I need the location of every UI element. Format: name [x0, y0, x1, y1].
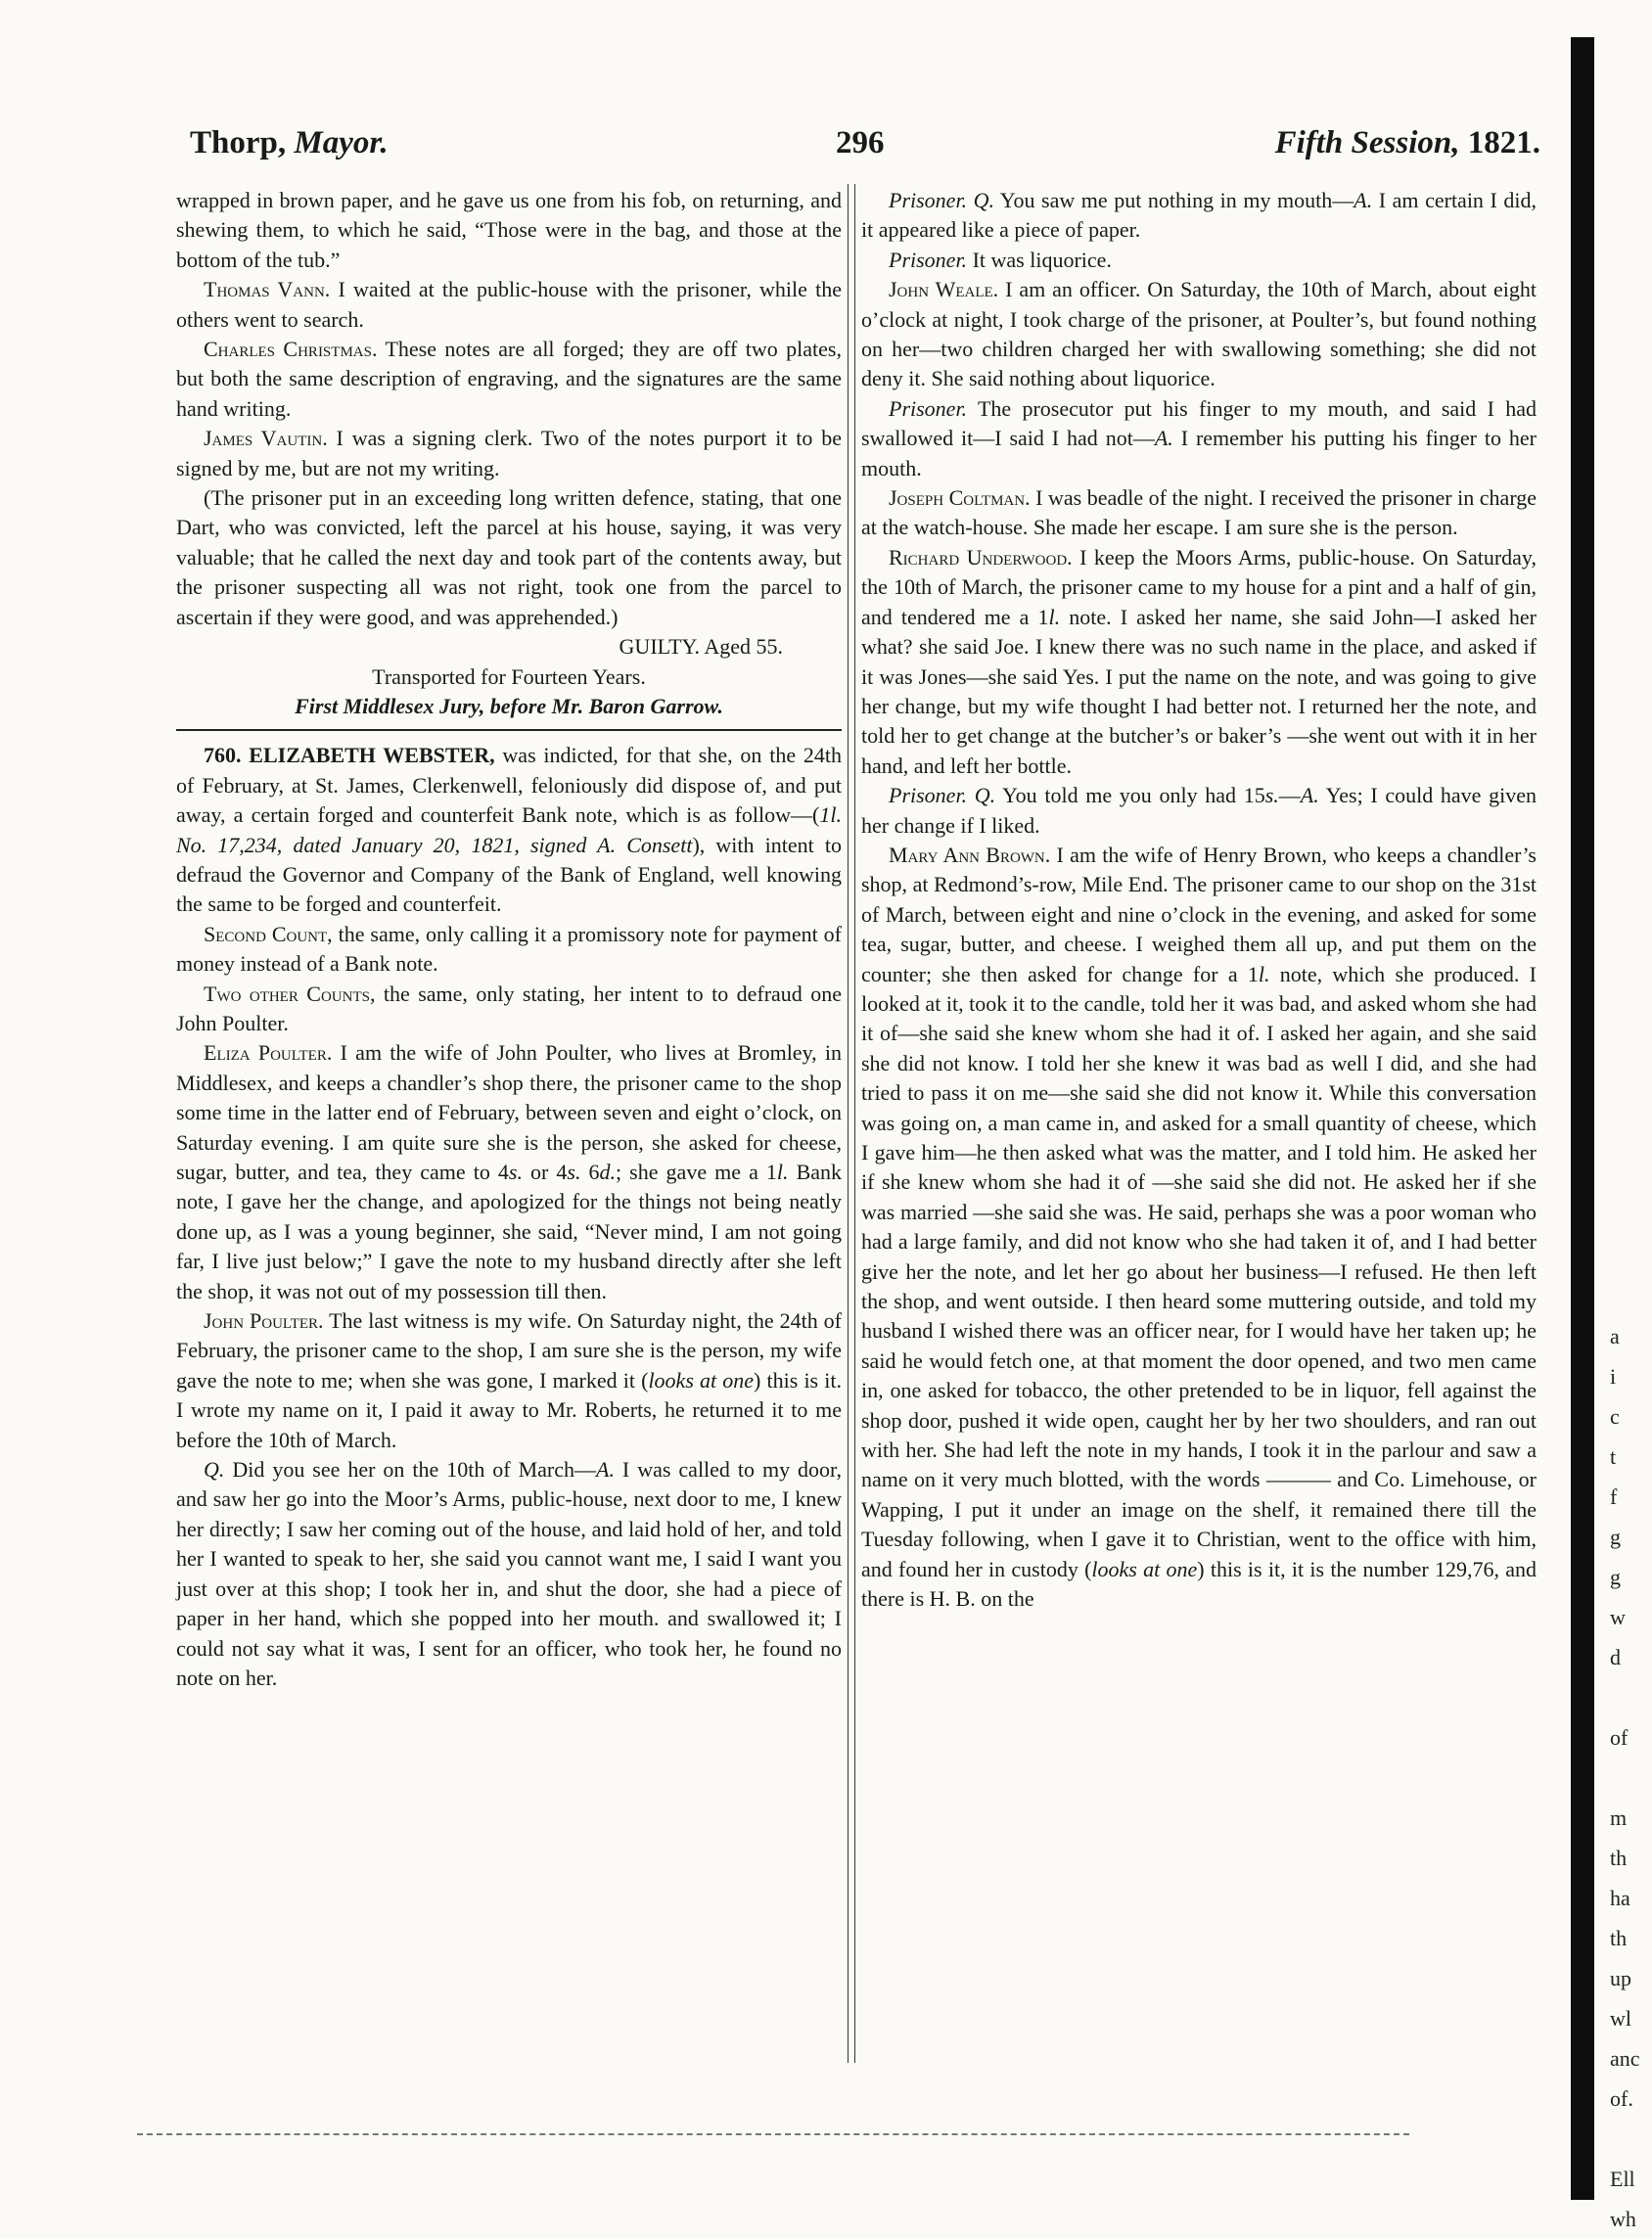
- edge-letter: t: [1610, 1444, 1617, 1469]
- count-label: Two other Counts,: [204, 981, 376, 1006]
- paragraph: Q. Did you see her on the 10th of March—A. I was called to my door, and saw her go into the Moor’s Arms, public-house, next door to me, I knew her directly; I saw her coming out of the house, and laid hold of her, and told her I wanted to speak to her, she said you cannot want me, I said I want you just over at this shop; I took her in, and shut the door, she had a piece of paper in her hand, which she popped into her mouth. and swallowed it; I could not say what it was, I sent for an officer, who took her, he found no note on her.: [176, 1457, 842, 1690]
- paragraph: Eliza Poulter. I am the wife of John Poulter, who lives at Bromley, in Middlesex, and keeps a chandler’s shop there, the prisoner came to the shop some time in the latter end of February, between seven and eight o’clock, on Saturday evening. I am quite sure she is the person, she asked for cheese, sugar, butter, and tea, they came to 4s. or 4s. 6d.; she gave me a 1l. Bank note, I gave her the change, and apologized for the things not being neatly done up, as I was a young beginner, she said, “Never mind, I am not going far, I live just below;” I gave the note to my husband directly after she left the shop, it was not out of my possession till then.: [176, 1040, 843, 1303]
- witness-name: Richard Underwood.: [889, 544, 1073, 570]
- indictment-paragraph: 760. ELIZABETH WEBSTER, was indicted, for that she, on the 24th of February, at St. James, Clerkenwell, feloniously did dispose of, and put away, a certain forged and counterfeit Bank note, which is as follow—(1l. No. 17,234, dated January 20, 1821, signed A. Consett), with intent to defraud the Governor and Company of the Bank of England, well knowing the same to be forged and counterfeit.: [176, 743, 842, 917]
- witness-name: Charles Christmas.: [204, 337, 378, 362]
- paragraph: Prisoner. The prosecutor put his finger to my mouth, and said I had swallowed it—I said I had not—A. I remember his putting his finger to her mouth.: [861, 395, 1537, 480]
- count-label: Second Count,: [204, 921, 333, 946]
- paragraph: Joseph Coltman. I was beadle of the night. I received the prisoner in charge at the watch-house. She made her escape. I am sure she is the person.: [861, 485, 1537, 540]
- witness-name: Eliza Poulter.: [204, 1040, 333, 1066]
- edge-letter: i: [1610, 1364, 1617, 1389]
- edge-letter: [1610, 1677, 1649, 1717]
- verdict: GUILTY. Aged 55.: [619, 634, 783, 660]
- witness-name: Joseph Coltman.: [889, 485, 1031, 511]
- edge-letter: up: [1610, 1966, 1631, 1990]
- paragraph: Thomas Vann. I waited at the public-house with the prisoner, while the others went to search.: [176, 277, 842, 332]
- mayor-title: Mayor.: [294, 125, 389, 160]
- running-head-right: [1275, 125, 1540, 161]
- edge-letter: ha: [1610, 1886, 1630, 1910]
- page-number: 296: [836, 125, 885, 160]
- edge-letter: th: [1610, 1846, 1628, 1870]
- paragraph: John Weale. I am an officer. On Saturday, the 10th of March, about eight o’clock at night, I took charge of the prisoner, at Poulter’s, but found nothing on her—two children charged her with swallowing something; she did not deny it. She said nothing about liquorice.: [861, 277, 1537, 391]
- edge-letter: g: [1610, 1565, 1621, 1589]
- left-column: [176, 186, 842, 1693]
- jury-line: First Middlesex Jury, before Mr. Baron Garrow.: [295, 693, 723, 718]
- binding-edge: [1571, 37, 1594, 2200]
- right-column: [861, 186, 1537, 1615]
- defence-paragraph: (The prisoner put in an exceeding long written defence, stating, that one Dart, who was convicted, left the parcel at his house, saying, it was very valuable; that he called the next day and took part of the contents away, but the prisoner suspecting all was not right, took one from the parcel to ascertain if they were good, and was apprehended.): [176, 485, 842, 629]
- session-year: 1821.: [1467, 125, 1540, 160]
- facing-page-edge-text: [1610, 1316, 1649, 2239]
- edge-letter: [1610, 1758, 1649, 1798]
- running-head-left: [190, 125, 389, 161]
- edge-letter: c: [1610, 1404, 1620, 1429]
- edge-letter: th: [1610, 1926, 1628, 1950]
- session-label: Fifth Session,: [1274, 125, 1460, 160]
- bottom-scan-rule: [137, 2133, 1409, 2135]
- edge-letter: anc: [1610, 2046, 1640, 2071]
- column-divider: [848, 184, 855, 2063]
- paragraph: Second Count, the same, only calling it a promissory note for payment of money instead of a Bank note.: [176, 921, 842, 977]
- edge-letter: of.: [1610, 2086, 1633, 2111]
- case-number: 760.: [204, 743, 242, 768]
- defendant-name: ELIZABETH WEBSTER,: [249, 743, 495, 768]
- paragraph: Prisoner. Q. You saw me put nothing in my mouth—A. I am certain I did, it appeared like a piece of paper.: [861, 188, 1537, 243]
- note-description: 1l. No. 17,234, dated January 20, 1821, signed A. Consett: [176, 802, 842, 857]
- edge-letter: of: [1610, 1725, 1629, 1750]
- paragraph: John Poulter. The last witness is my wife. On Saturday night, the 24th of February, the prisoner came to the shop, I am sure she is the person, my wife gave the note to me; when she was gone, I marked it (looks at one) this is it. I wrote my name on it, I paid it away to Mr. Roberts, he returned it to me before the 10th of March.: [176, 1308, 842, 1452]
- witness-name: Mary Ann Brown.: [889, 842, 1051, 867]
- edge-letter: wl: [1610, 2006, 1631, 2031]
- edge-letter: a: [1610, 1324, 1620, 1348]
- witness-name: James Vautin.: [204, 426, 328, 451]
- witness-name: John Weale.: [889, 277, 999, 302]
- paragraph: Two other Counts, the same, only stating, her intent to to defraud one John Poulter.: [176, 981, 842, 1035]
- paragraph: Richard Underwood. I keep the Moors Arms, public-house. On Saturday, the 10th of March, the prisoner came to my house for a pint and a half of gin, and tendered me a 1l. note. I asked her name, she said John—I asked her what? she said Joe. I knew there was no such name in the place, and asked if it was Jones—she said Yes. I put the name on the note, and was going to give her change, but my wife thought I had better not. I returned her the note, and told her to get change at the butcher’s or baker’s —she went out with it in her hand, and left her bottle.: [861, 544, 1537, 778]
- edge-letter: d: [1610, 1645, 1621, 1669]
- page-header: [190, 125, 1540, 174]
- mayor-name: Thorp,: [190, 125, 287, 160]
- paragraph: Prisoner. It was liquorice.: [889, 247, 1112, 272]
- edge-letter: Ell: [1610, 2167, 1635, 2191]
- paragraph: Charles Christmas. These notes are all forged; they are off two plates, but both the same description of engraving, and the signatures are the same hand writing.: [176, 337, 842, 421]
- paragraph: James Vautin. I was a signing clerk. Two of the notes purport it to be signed by me, but are not my writing.: [176, 426, 842, 480]
- witness-name: Thomas Vann.: [204, 277, 331, 302]
- edge-letter: [1610, 2119, 1649, 2159]
- paragraph: Mary Ann Brown. I am the wife of Henry Brown, who keeps a chandler’s shop, at Redmond’s-row, Mile End. The prisoner came to our shop on the 31st of March, between eight and nine o’clock in the evening, and asked for some tea, sugar, butter, and cheese. I weighed them all up, and put them on the counter; she then asked for change for a 1l. note, which she produced. I looked at it, took it to the candle, told her it was bad, and asked whom she had it of—she said she knew whom she had it of. I asked her again, and she said she did not know. I told her she knew it was bad as well I did, and she had tried to pass it on me—she said she did not know it. While this conversation was going on, a man came in, and asked for a small quantity of cheese, which I gave him—he then asked what was the matter, and I told him. He asked her if she knew whom she had it of —she said she did not. He asked her if she was married —she said she was. He said, perhaps she was a poor woman who had a large family, and did not know who she had taken it of, and I had better give her the note, and let her go about her business—I refused. He then left the shop, and went outside. I then heard some muttering outside, and told my husband I wished there was an officer near, for I would have her taken up; he said he would fetch one, at that moment the door opened, and two men came in, one asked for tobacco, the other pretended to be in liquor, fell against the shop door, pushed it wide open, caught her by her two shoulders, and ran out with her. She had left the note in my hands, I took it in the parlour and saw a name on it very much blotted, with the words ——— and Co. Limehouse, or Wapping, I put it under an image on the shelf, it remained there till the Tuesday following, when I gave it to Christian, went to the office with him, and found her in custody (looks at one) this is it, it is the number 129,76, and there is H. B. on the: [861, 842, 1537, 1612]
- section-rule: [176, 729, 842, 731]
- edge-letter: m: [1610, 1805, 1628, 1830]
- sentence: Transported for Fourteen Years.: [372, 663, 646, 689]
- witness-name: John Poulter.: [204, 1308, 324, 1334]
- paragraph: wrapped in brown paper, and he gave us one from his fob, on returning, and shewing them, to which he said, “Those were in the bag, and those at the bottom of the tub.”: [176, 188, 842, 272]
- paragraph: Prisoner. Q. You told me you only had 15s.—A. Yes; I could have given her change if I liked.: [861, 783, 1537, 838]
- edge-letter: g: [1610, 1525, 1621, 1549]
- edge-letter: f: [1610, 1485, 1618, 1509]
- edge-letter: w: [1610, 1605, 1626, 1629]
- edge-letter: wh: [1610, 2207, 1636, 2231]
